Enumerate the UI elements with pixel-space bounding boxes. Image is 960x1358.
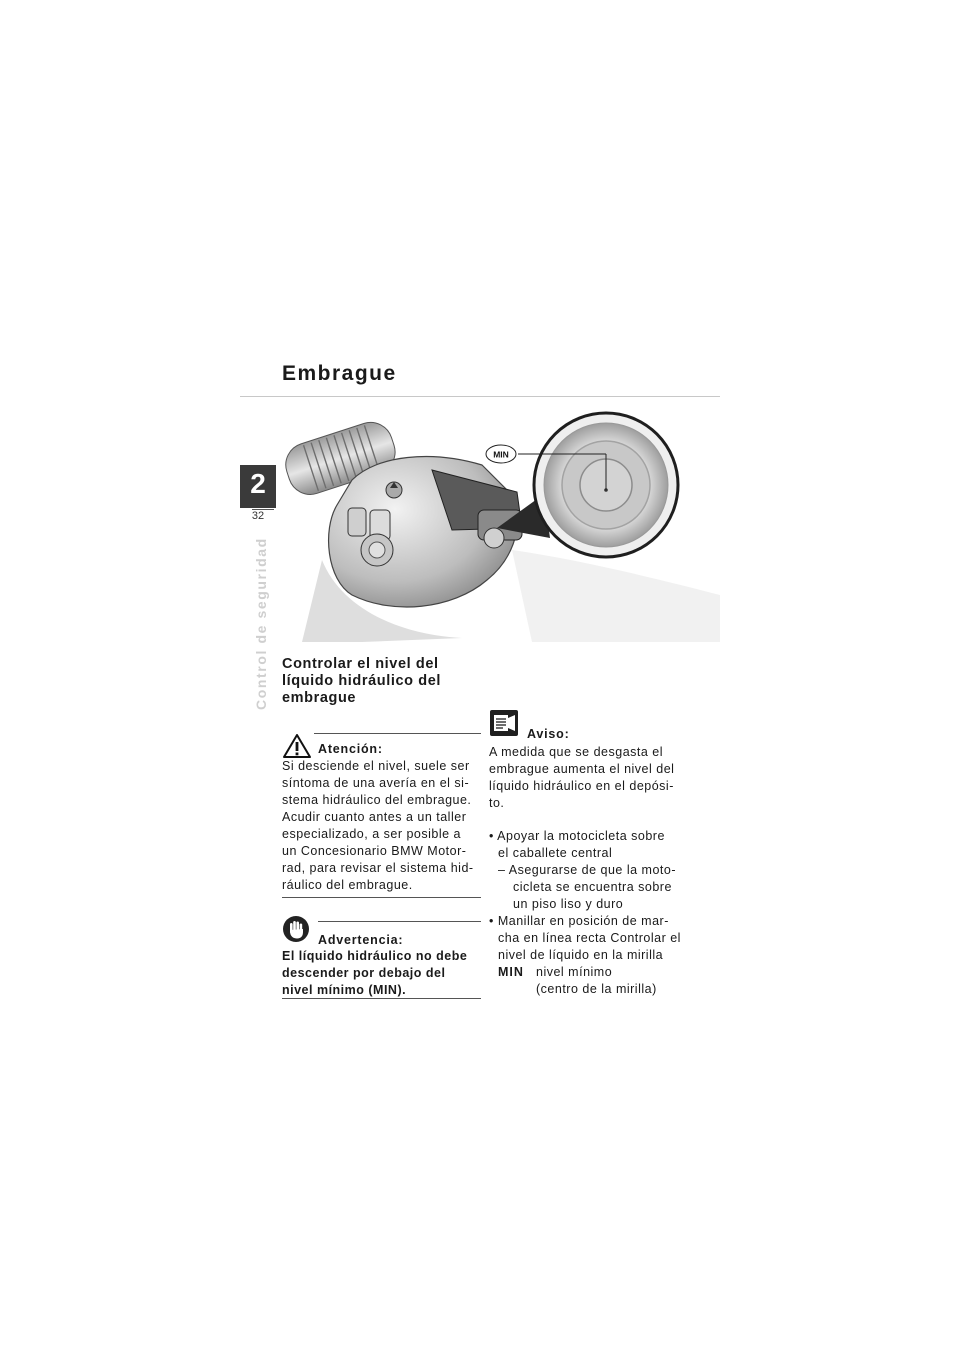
warning-label: Advertencia: bbox=[318, 933, 404, 947]
legend-key: MIN bbox=[498, 965, 524, 979]
attention-bottom-rule bbox=[282, 897, 481, 898]
warning-top-rule bbox=[318, 921, 481, 922]
note-line: embrague aumenta el nivel del bbox=[489, 762, 675, 776]
attention-line: Si desciende el nivel, suele ser bbox=[282, 759, 470, 773]
attention-line: un Concesionario BMW Motor- bbox=[282, 844, 467, 858]
warning-triangle-icon bbox=[282, 733, 312, 759]
note-icon bbox=[489, 709, 519, 737]
section-heading bbox=[282, 656, 482, 707]
warning-text bbox=[282, 948, 482, 999]
clutch-reservoir-illustration bbox=[282, 410, 720, 642]
note-text bbox=[489, 744, 699, 812]
attention-top-rule bbox=[314, 733, 481, 734]
warning-line: nivel mínimo (MIN). bbox=[282, 983, 407, 997]
substep-continuation-line: un piso liso y duro bbox=[513, 897, 624, 911]
attention-label: Atención: bbox=[318, 742, 383, 756]
attention-line: stema hidráulico del embrague. bbox=[282, 793, 472, 807]
attention-line: ráulico del embrague. bbox=[282, 878, 413, 892]
step-bullet-line: • Manillar en posición de mar- bbox=[489, 914, 669, 928]
min-callout-label: MIN bbox=[493, 449, 509, 460]
page-number: 32 bbox=[251, 510, 265, 522]
legend-description: (centro de la mirilla) bbox=[536, 982, 657, 996]
attention-line: especializado, a ser posible a bbox=[282, 827, 461, 841]
title-divider bbox=[240, 396, 720, 397]
note-label: Aviso: bbox=[527, 727, 570, 741]
section-heading-line: embrague bbox=[282, 690, 357, 706]
step-continuation-line: cha en línea recta Controlar el bbox=[498, 931, 681, 945]
section-heading-line: Controlar el nivel del bbox=[282, 656, 439, 672]
attention-line: rad, para revisar el sistema hid- bbox=[282, 861, 474, 875]
chapter-number: 2 bbox=[250, 468, 266, 499]
step-bullet-line: • Apoyar la motocicleta sobre bbox=[489, 829, 665, 843]
side-section-label: Control de seguridad bbox=[253, 537, 269, 710]
attention-line: síntoma de una avería en el si- bbox=[282, 776, 470, 790]
warning-line: descender por debajo del bbox=[282, 966, 446, 980]
note-line: líquido hidráulico en el depósi- bbox=[489, 779, 674, 793]
step-continuation-line: nivel de líquido en la mirilla bbox=[498, 948, 664, 962]
page-title: Embrague bbox=[282, 362, 397, 385]
warning-bottom-rule bbox=[282, 998, 481, 999]
warning-line: El líquido hidráulico no debe bbox=[282, 949, 468, 963]
attention-text bbox=[282, 758, 482, 894]
stop-hand-icon bbox=[282, 915, 310, 943]
legend-description: nivel mínimo bbox=[536, 965, 613, 979]
attention-line: Acudir cuanto antes a un taller bbox=[282, 810, 467, 824]
substep-dash-line: – Asegurarse de que la moto- bbox=[498, 863, 676, 877]
note-line: to. bbox=[489, 796, 505, 810]
note-line: A medida que se desgasta el bbox=[489, 745, 664, 759]
section-heading-line: líquido hidráulico del bbox=[282, 673, 442, 689]
substep-continuation-line: cicleta se encuentra sobre bbox=[513, 880, 672, 894]
step-continuation-line: el caballete central bbox=[498, 846, 613, 860]
